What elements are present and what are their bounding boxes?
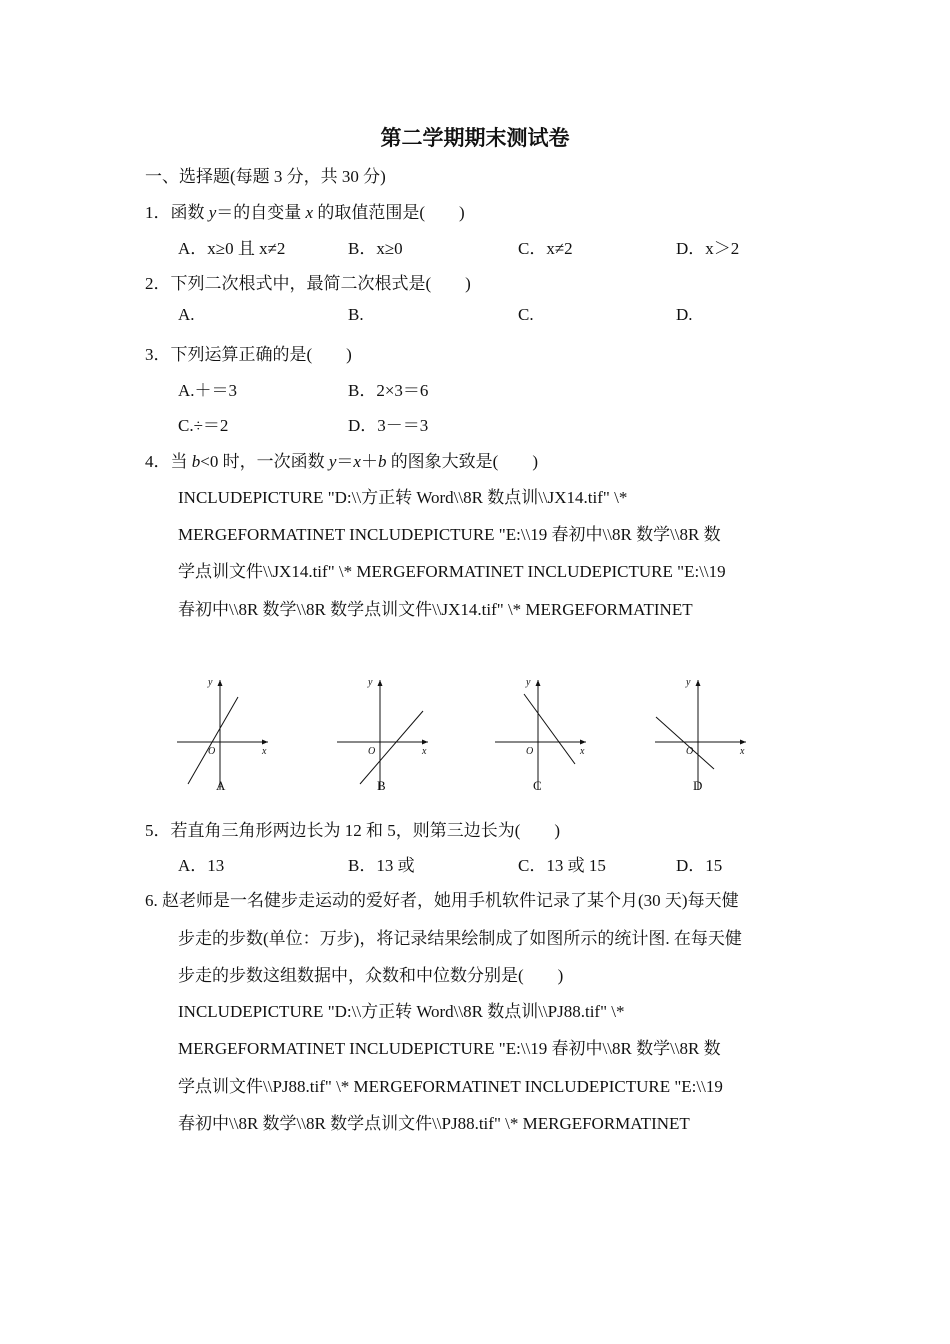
q2-option-d: D.: [676, 305, 693, 324]
q2-option-b: B.: [348, 305, 364, 324]
graph-label: A: [216, 778, 226, 793]
graph-d: [650, 672, 750, 796]
function-line: [188, 697, 238, 784]
stem-text: 的图象大致是( ): [386, 452, 539, 471]
axis-label-x: x: [740, 746, 745, 757]
field-code-line: 春初中\\8R 数学\\8R 数学点训文件\\PJ88.tif" \* MERGEFORMATINET: [178, 1114, 690, 1133]
stem-text: 的取值范围是( ): [313, 203, 465, 222]
field-code-line: 学点训文件\\PJ88.tif" \* MERGEFORMATINET INCLUDEPICTURE "E:\\19: [178, 1077, 723, 1096]
question-2-stem: 2．下列二次根式中，最简二次根式是( ): [145, 274, 471, 293]
y-axis-arrow: [378, 680, 383, 686]
section-heading: 一、选择题(每题 3 分，共 30 分): [145, 167, 386, 186]
field-code-line: MERGEFORMATINET INCLUDEPICTURE "E:\\19 春初中\\8R 数学\\8R 数: [178, 1039, 721, 1058]
variable-b: b: [377, 452, 387, 471]
origin-label: O: [526, 746, 534, 757]
function-line: [656, 717, 714, 769]
stem-text: ＝: [336, 452, 354, 471]
axis-label-y: y: [526, 677, 531, 688]
question-number: 4．: [145, 452, 171, 471]
page-title: 第二学期期末测试卷: [380, 126, 570, 150]
field-code-line: INCLUDEPICTURE "D:\\方正转 Word\\8R 数点训\\PJ88.tif" \*: [178, 1002, 625, 1021]
variable-b: b: [191, 452, 201, 471]
axis-label-y: y: [686, 677, 691, 688]
q1-option-c: C．x≠2: [518, 239, 573, 258]
q5-option-c: C．13 或 15: [518, 856, 606, 875]
axis-label-y: y: [368, 677, 373, 688]
graph-label: B: [377, 778, 386, 793]
origin-label: O: [686, 746, 694, 757]
q1-option-d: D．x＞2: [676, 239, 740, 258]
q2-option-c: C.: [518, 305, 534, 324]
stem-text: <0 时，一次函数: [200, 452, 329, 471]
q5-option-b: B．13 或: [348, 856, 415, 875]
y-axis-arrow: [536, 680, 541, 686]
x-axis-arrow: [262, 740, 268, 745]
field-code-line: MERGEFORMATINET INCLUDEPICTURE "E:\\19 春初中\\8R 数学\\8R 数: [178, 525, 721, 544]
question-1-stem: [145, 198, 465, 223]
question-6-stem-cont: 步走的步数这组数据中，众数和中位数分别是( ): [178, 966, 564, 985]
stem-text: ＋: [360, 452, 378, 471]
stem-text: ＝的自变量: [216, 203, 306, 222]
question-6-stem: 6. 赵老师是一名健步走运动的爱好者，她用手机软件记录了某个月(30 天)每天健: [145, 891, 739, 910]
graph-label: C: [533, 778, 542, 793]
question-4-stem: [145, 447, 538, 472]
q2-option-a: A.: [178, 305, 195, 324]
q5-option-d: D．15: [676, 856, 723, 875]
x-axis-arrow: [422, 740, 428, 745]
graph-b: [332, 672, 432, 796]
q1-option-b: B．x≥0: [348, 239, 403, 258]
origin-label: O: [208, 746, 216, 757]
q3-option-d: D．3－＝3: [348, 416, 429, 435]
q1-option-a: A．x≥0 且 x≠2: [178, 239, 286, 258]
graph-c: [490, 672, 590, 796]
q5-option-a: A．13: [178, 856, 225, 875]
stem-text: 当: [170, 452, 192, 471]
y-axis-arrow: [218, 680, 223, 686]
axis-label-x: x: [422, 746, 427, 757]
y-axis-arrow: [696, 680, 701, 686]
graph-label: D: [693, 778, 703, 793]
variable-y: y: [328, 452, 337, 471]
question-6-stem-cont: 步走的步数(单位：万步)，将记录结果绘制成了如图所示的统计图. 在每天健: [178, 929, 742, 948]
x-axis-arrow: [580, 740, 586, 745]
axis-label-x: x: [580, 746, 585, 757]
origin-label: O: [368, 746, 376, 757]
variable-y: y: [208, 203, 217, 222]
variable-x: x: [305, 203, 314, 222]
axis-label-y: y: [208, 677, 213, 688]
q3-option-c: C.÷＝2: [178, 416, 229, 435]
variable-x: x: [353, 452, 361, 471]
question-number: 1．: [145, 203, 171, 222]
question-5-stem: 5．若直角三角形两边长为 12 和 5，则第三边长为( ): [145, 821, 561, 840]
q3-option-b: B．2×3＝6: [348, 381, 429, 400]
axis-label-x: x: [262, 746, 267, 757]
field-code-line: 学点训文件\\JX14.tif" \* MERGEFORMATINET INCLUDEPICTURE "E:\\19: [178, 562, 726, 581]
graph-a: [172, 672, 272, 796]
stem-text: 函数: [170, 203, 209, 222]
x-axis-arrow: [740, 740, 746, 745]
field-code-line: 春初中\\8R 数学\\8R 数学点训文件\\JX14.tif" \* MERGEFORMATINET: [178, 600, 693, 619]
q3-option-a: A.＋＝3: [178, 381, 238, 400]
question-3-stem: 3．下列运算正确的是( ): [145, 345, 352, 364]
field-code-line: INCLUDEPICTURE "D:\\方正转 Word\\8R 数点训\\JX14.tif" \*: [178, 488, 628, 507]
